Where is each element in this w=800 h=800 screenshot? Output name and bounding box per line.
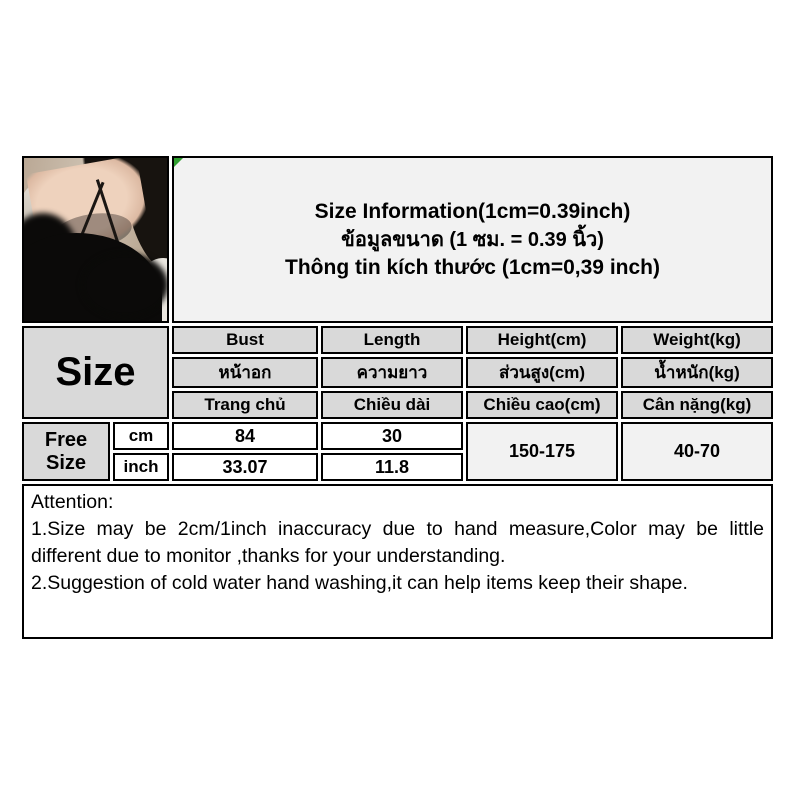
header-length-vi: Chiều dài: [321, 391, 463, 419]
attention-item-1: 1.Size may be 2cm/1inch inaccuracy due to hand measure,Color may be little different due to monitor ,thanks for your understanding.: [31, 518, 765, 567]
header-height-th: ส่วนสูง(cm): [466, 357, 618, 388]
attention-note-cell: [22, 484, 773, 639]
bust-inch-value: 33.07: [172, 453, 318, 481]
free-size-label: Free Size: [22, 422, 110, 481]
header-height-vi: Chiều cao(cm): [466, 391, 618, 419]
header-weight-en: Weight(kg): [621, 326, 773, 354]
header-weight-th: น้ำหนัก(kg): [621, 357, 773, 388]
length-inch-value: 11.8: [321, 453, 463, 481]
header-bust-en: Bust: [172, 326, 318, 354]
header-weight-vi: Cân nặng(kg): [621, 391, 773, 419]
title-english: Size Information(1cm=0.39inch): [314, 199, 631, 223]
size-information-sheet: [19, 153, 776, 642]
size-corner-header: Size: [22, 326, 169, 419]
height-range-value: 150-175: [466, 422, 618, 481]
size-chart-table: [19, 153, 776, 642]
unit-cm: cm: [113, 422, 169, 450]
unit-inch: inch: [113, 453, 169, 481]
header-bust-th: หน้าอก: [172, 357, 318, 388]
header-height-en: Height(cm): [466, 326, 618, 354]
header-length-th: ความยาว: [321, 357, 463, 388]
product-photo-cell: [22, 156, 169, 323]
header-length-en: Length: [321, 326, 463, 354]
size-information-title-cell: [172, 156, 773, 323]
title-thai: ข้อมูลขนาด (1 ซม. = 0.39 นิ้ว): [341, 228, 604, 251]
product-photo: [24, 158, 167, 321]
photo-feather-trim-2: [82, 253, 167, 317]
weight-range-value: 40-70: [621, 422, 773, 481]
attention-item-2: 2.Suggestion of cold water hand washing,it can help items keep their shape.: [31, 572, 688, 594]
length-cm-value: 30: [321, 422, 463, 450]
bust-cm-value: 84: [172, 422, 318, 450]
header-bust-vi: Trang chủ: [172, 391, 318, 419]
green-corner-marker-icon: [174, 158, 183, 167]
attention-heading: Attention:: [31, 491, 114, 513]
title-vietnamese: Thông tin kích thước (1cm=0,39 inch): [285, 255, 660, 279]
